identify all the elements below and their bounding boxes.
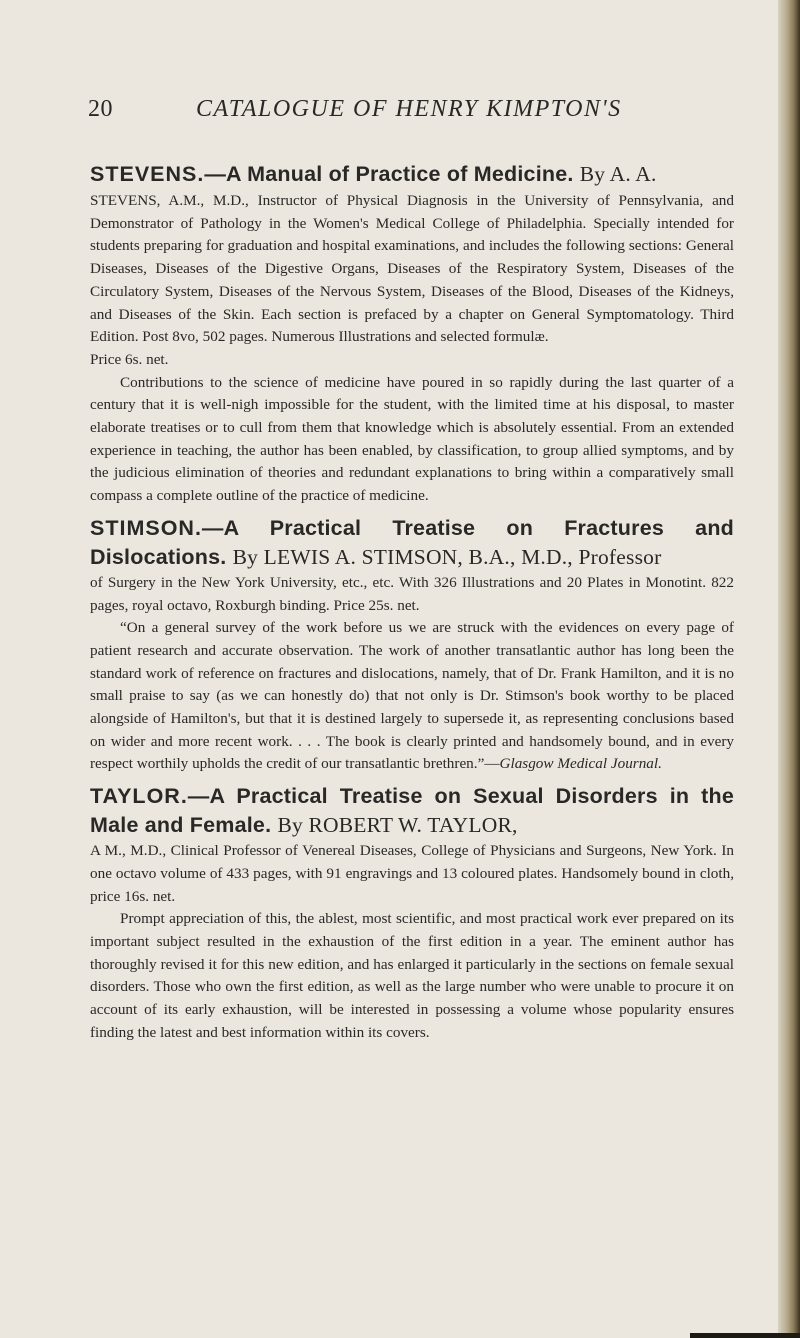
entry-byline: By ROBERT W. TAYLOR, <box>277 813 518 838</box>
entry-title: —A Manual of Practice of Medicine. <box>204 162 574 186</box>
entry-price: Price 6s. net. <box>90 350 169 368</box>
catalogue-entry-stimson <box>90 514 734 776</box>
entry-title: —A Practical Treatise on Fractures and Dislocations. <box>90 515 734 569</box>
entry-heading <box>90 160 734 189</box>
entry-review: Prompt appreciation of this, the ablest, most scientific, and most practical work ever prepared on its important subject resulted in the exhaustion of the first edition in a year. The eminent author has thoroughly revised it for this new edition, and has enlarged it particularly in the sections on female sexual disorders. Those who own the first edition, as well as the large number who were unable to procure it on account of its early exhaustion, will be interested in possessing a volume whose popularity ensures finding the latest and best information within its covers. <box>90 910 734 1041</box>
entry-heading <box>90 782 734 840</box>
bottom-edge-rule <box>690 1333 800 1338</box>
running-title: CATALOGUE OF HENRY KIMPTON'S <box>196 96 622 122</box>
entry-byline: By LEWIS A. STIMSON, B.A., M.D., Professor <box>232 544 662 569</box>
entry-author-lead: STEVENS. <box>90 162 205 186</box>
entry-review-source: Glasgow Medical Journal. <box>499 755 662 773</box>
entry-review: Contributions to the science of medicine have poured in so rapidly during the last quarter of a century that it is well-nigh impossible for the student, with the limited time at his disposal, to master elaborate treatises or to cull from them that knowledge which is absolutely essential. From an extended experience in teaching, the author has been enabled, by classification, to group allied symptoms, and by the judicious elimination of theories and redundant explanations to bring within a comparatively small compass a complete outline of the practice of medicine. <box>90 373 734 505</box>
entry-title: —A Practical Treatise on Sexual Disorders in the Male and Female. <box>90 784 734 838</box>
catalogue-entry-taylor <box>90 782 734 1044</box>
entry-review-text: “On a general survey of the work before us we are struck with the evidences on every page of patient research and accurate observation. The work of another transatlantic author has long been the standard work of reference on fractures and dislocations, namely, that of Dr. Frank Hamilton, and it is no small praise to say (as we can honestly do) that not only is Dr. Stimson's book worthy to be placed alongside of Hamilton's, but that it is destined largely to supersede it, as representing conclusions based on wider and more recent work. . . . The book is clearly printed and handsomely bound, and in every respect worthily upholds the credit of our transatlantic brethren.”— <box>90 619 734 773</box>
catalogue-body <box>90 160 734 1051</box>
entry-author-lead: TAYLOR. <box>90 784 188 809</box>
entry-byline: By A. A. <box>579 162 657 186</box>
entry-description-text: STEVENS, A.M., M.D., Instructor of Physical Diagnosis in the University of Pennsylvania, and Demonstrator of Pathology in the Women's Medical College of Philadelphia. Specially intended for students preparing for graduation and hospital examinations, and includes the following sections: General Diseases, Diseases of the Digestive Organs, Diseases of the Respiratory System, Diseases of the Circulatory System, Diseases of the Nervous System, Diseases of the Blood, Diseases of the Kidneys, and Diseases of the Skin. Each section is prefaced by a chapter on General Symptomatology. Third Edition. Post 8vo, 502 pages. Numerous Illustrations and selected formulæ. <box>90 192 734 346</box>
entry-heading <box>90 514 734 572</box>
entry-review <box>90 617 734 776</box>
page-edge-shadow <box>778 0 800 1338</box>
entry-description: A M., M.D., Clinical Professor of Venereal Diseases, College of Physicians and Surgeons, New York. In one octavo volume of 433 pages, with 91 engravings and 13 coloured plates. Handsomely bound in cloth, price 16s. net. <box>90 842 734 905</box>
entry-description <box>90 190 734 372</box>
page-number: 20 <box>88 96 113 122</box>
entry-description: of Surgery in the New York University, etc., etc. With 326 Illustrations and 20 Plates in Monotint. 822 pages, royal octavo, Roxburgh binding. Price 25s. net. <box>90 573 734 614</box>
catalogue-entry-stevens <box>90 160 734 508</box>
running-head <box>88 96 728 136</box>
entry-author-lead: STIMSON. <box>90 515 202 540</box>
